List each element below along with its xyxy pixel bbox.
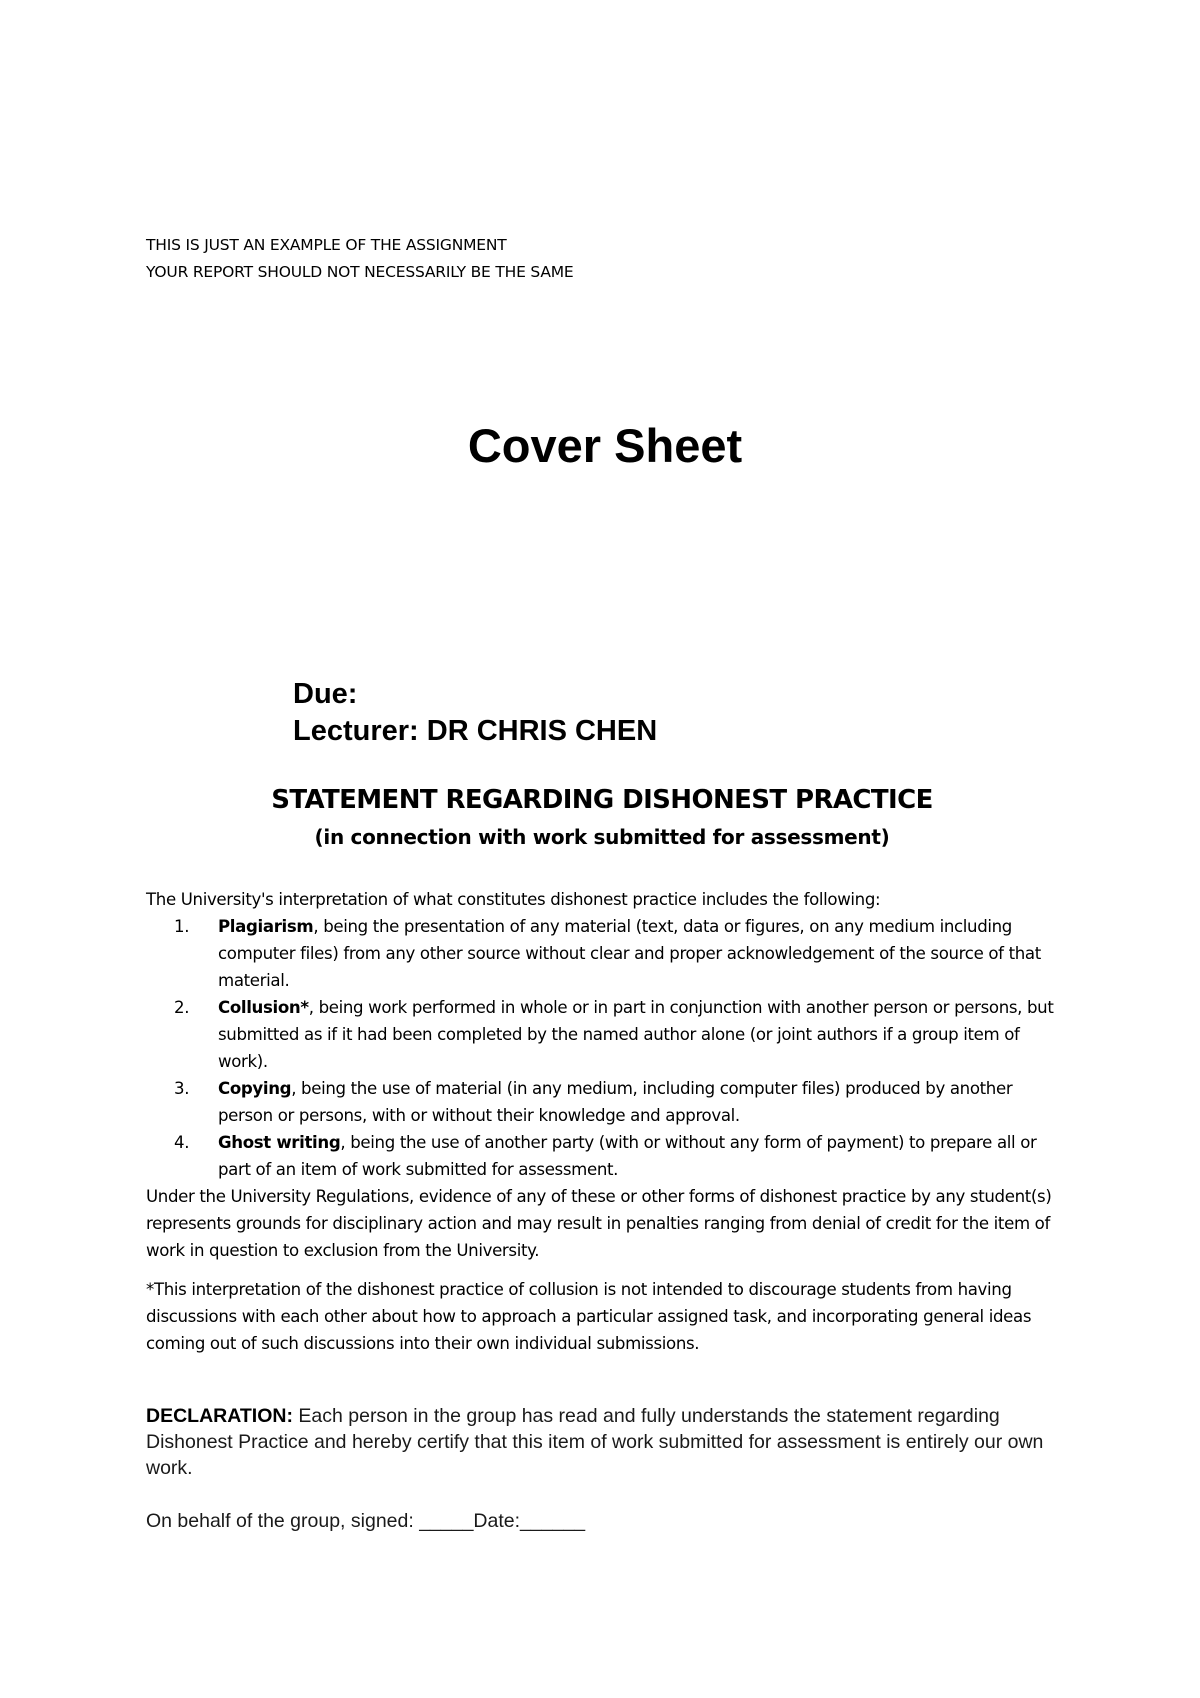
list-item-term: Plagiarism [218,917,314,936]
statement-heading: STATEMENT REGARDING DISHONEST PRACTICE [271,785,933,815]
list-item [146,1075,1066,1129]
list-item-number: 3. [174,1079,190,1098]
list-item-term: Copying [218,1079,292,1098]
declaration-text: Each person in the group has read and fully understands the statement regarding Dishonest Practice and hereby certify that this item of work submitted for assessment is entirely our own work. [146,1405,1044,1479]
list-item-text: , being the presentation of any material (text, data or figures, on any medium including computer files) from any other source without clear and proper acknowledgement of the source of that material. [218,917,1041,990]
signature-line: On behalf of the group, signed: _____Date:______ [146,1510,586,1532]
lecturer-label: Lecturer: DR CHRIS CHEN [293,715,658,747]
dishonest-practice-list [146,913,1066,1183]
collusion-footnote: *This interpretation of the dishonest practice of collusion is not intended to discourage students from having discussions with each other about how to approach a particular assigned task, and incorporating general ideas coming out of such discussions into their own individual submissions. [146,1280,1032,1353]
statement-subheading: (in connection with work submitted for assessment) [314,825,890,849]
list-item-term: Ghost writing [218,1133,341,1152]
due-label: Due: [293,678,358,710]
list-item [146,913,1066,994]
list-item-text: , being the use of material (in any medium, including computer files) produced by another person or persons, with or without their knowledge and approval. [218,1079,1013,1125]
statement-body [146,886,1066,1357]
due-lecturer-block [293,676,657,750]
notice-line-2: YOUR REPORT SHOULD NOT NECESSARILY BE THE SAME [146,263,574,281]
statement-intro: The University's interpretation of what constitutes dishonest practice includes the following: [146,890,881,909]
list-item-number: 1. [174,917,190,936]
cover-sheet-title: Cover Sheet [467,419,743,472]
notice-line-1: THIS IS JUST AN EXAMPLE OF THE ASSIGNMENT [146,236,507,254]
list-item-term: Collusion* [218,998,309,1017]
list-item-number: 4. [174,1133,190,1152]
regulations-paragraph: Under the University Regulations, evidence of any of these or other forms of dishonest practice by any student(s) represents grounds for disciplinary action and may result in penalties ranging from denial of credit for the item of work in question to exclusion from the University. [146,1187,1052,1260]
list-item-number: 2. [174,998,190,1017]
declaration-label: DECLARATION: [146,1405,293,1427]
list-item-text: , being work performed in whole or in part in conjunction with another person or persons, but submitted as if it had been completed by the named author alone (or joint authors if a group item of work). [218,998,1054,1071]
list-item [146,1129,1066,1183]
list-item-text: , being the use of another party (with or without any form of payment) to prepare all or part of an item of work submitted for assessment. [218,1133,1037,1179]
declaration-paragraph [146,1403,1046,1481]
example-notice [146,232,574,286]
list-item [146,994,1066,1075]
